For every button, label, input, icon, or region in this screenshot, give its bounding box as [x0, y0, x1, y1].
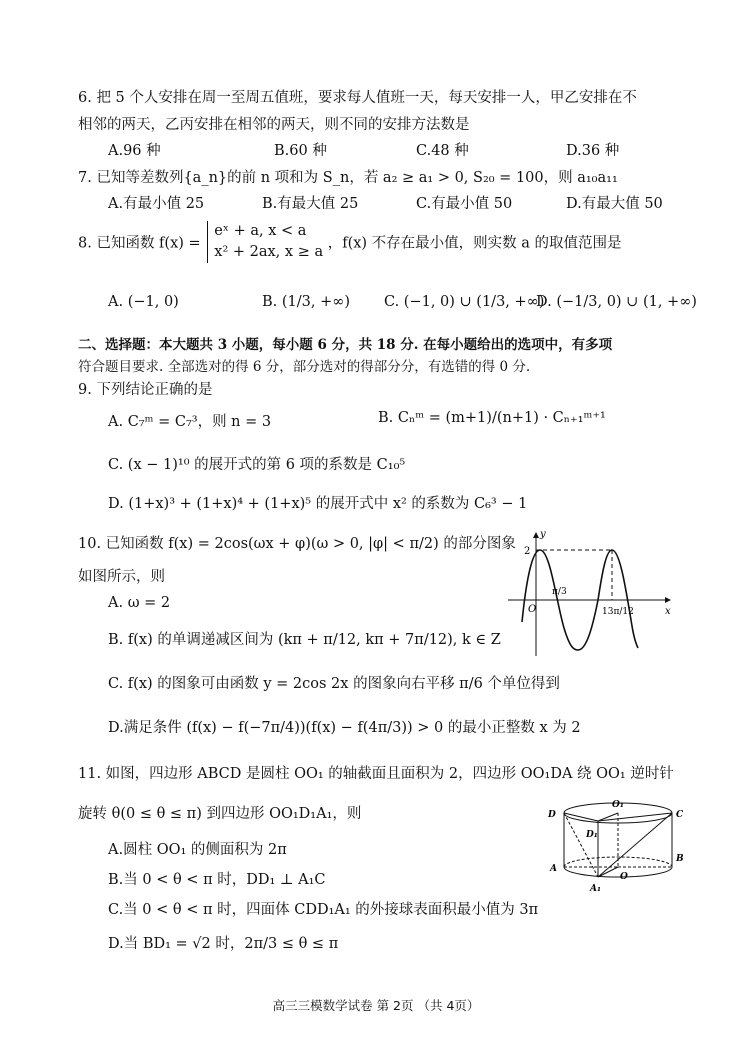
q8-option-a: A. (−1, 0): [108, 294, 179, 310]
graph-mark-pi-3: π/3: [552, 587, 567, 597]
page-footer: 高三三模数学试卷 第 2页 （共 4页）: [272, 998, 480, 1013]
q7-option-d: D.有最大值 50: [566, 196, 663, 212]
section2-line1: 二、选择题：本大题共 3 小题，每小题 6 分，共 18 分. 在每小题给出的选项中，有多项: [78, 337, 613, 353]
graph-max-label: 2: [524, 546, 531, 557]
graph-origin-label: O: [528, 604, 537, 615]
q11-option-c: C.当 0 < θ < π 时，四面体 CDD₁A₁ 的外接球表面积最小值为 3π: [108, 902, 539, 918]
label-o: O: [620, 872, 628, 882]
q7-option-a: A.有最小值 25: [108, 196, 205, 212]
q11-line1: 11. 如图，四边形 ABCD 是圆柱 OO₁ 的轴截面且面积为 2，四边形 OO₁DA 绕 OO₁ 逆时针: [78, 766, 674, 782]
label-d1: D₁: [586, 830, 598, 840]
q11-cylinder-figure: [540, 795, 690, 905]
graph-y-label: y: [540, 530, 546, 540]
q9-stem: 9. 下列结论正确的是: [78, 382, 213, 398]
label-b: B: [676, 854, 684, 864]
q10-option-c: C. f(x) 的图象可由函数 y = 2cos 2x 的图象向右平移 π/6 个单位得到: [108, 676, 560, 692]
q8-case2: x² + 2ax, x ≥ a: [214, 244, 324, 261]
q6-line2: 相邻的两天，乙丙安排在相邻的两天，则不同的安排方法数是: [78, 117, 470, 133]
q8-piecewise: [207, 221, 323, 263]
q10-option-d: D.满足条件 (f(x) − f(−7π/4))(f(x) − f(4π/3)) > 0 的最小正整数 x 为 2: [108, 720, 581, 736]
q8-option-c: C. (−1, 0) ∪ (1/3, +∞): [384, 294, 545, 310]
q7-option-b: B.有最大值 25: [262, 196, 359, 212]
graph-x-label: x: [665, 606, 671, 617]
q7-option-c: C.有最小值 50: [416, 196, 513, 212]
q6-line1: 6. 把 5 个人安排在周一至周五值班，要求每人值班一天，每天安排一人，甲乙安排在不: [78, 90, 637, 106]
y-axis-arrow: [533, 532, 539, 538]
q6-option-c: C.48 种: [416, 143, 469, 159]
q10-option-a: A. ω = 2: [108, 595, 171, 611]
q11-option-a: A.圆柱 OO₁ 的侧面积为 2π: [108, 842, 287, 858]
q8-suffix: ，f(x) 不存在最小值，则实数 a 的取值范围是: [327, 235, 622, 252]
bottom-ellipse-front: [564, 867, 672, 877]
q9-option-d: D. (1+x)³ + (1+x)⁴ + (1+x)⁵ 的展开式中 x² 的系数为 C₆³ − 1: [108, 496, 528, 512]
q10-cosine-graph: [500, 530, 672, 660]
q10-option-b: B. f(x) 的单调递减区间为 (kπ + π/12, kπ + 7π/12), k ∈ Z: [108, 632, 501, 648]
q11-line2: 旋转 θ(0 ≤ θ ≤ π) 到四边形 OO₁D₁A₁，则: [78, 806, 362, 822]
q9-option-c: C. (x − 1)¹⁰ 的展开式的第 6 项的系数是 C₁₀⁵: [108, 457, 406, 473]
q9-option-b: B. Cₙᵐ = (m+1)/(n+1) · Cₙ₊₁ᵐ⁺¹: [378, 410, 606, 426]
q6-option-a: A.96 种: [108, 143, 161, 159]
q8-case1: eˣ + a, x < a: [214, 223, 307, 239]
graph-mark-13pi-12: 13π/12: [602, 607, 634, 617]
label-d: D: [548, 810, 556, 820]
label-a: A: [550, 864, 557, 874]
q8-option-b: B. (1/3, +∞): [262, 294, 350, 310]
q11-option-b: B.当 0 < θ < π 时，DD₁ ⊥ A₁C: [108, 872, 326, 888]
x-axis-arrow: [665, 597, 671, 603]
q11-option-d: D.当 BD₁ = √2 时，2π/3 ≤ θ ≤ π: [108, 936, 339, 952]
q8-stem: [78, 221, 622, 263]
section2-line2: 符合题目要求. 全部选对的得 6 分，部分选对的得部分分，有选错的得 0 分.: [78, 359, 531, 375]
q8-prefix: 8. 已知函数 f(x) =: [78, 235, 201, 252]
q7-stem: 7. 已知等差数列{a_n}的前 n 项和为 S_n，若 a₂ ≥ a₁ > 0, S₂₀ = 100，则 a₁₀a₁₁: [78, 170, 618, 186]
q8-option-d: D. (−1/3, 0) ∪ (1, +∞): [536, 294, 697, 310]
q6-option-d: D.36 种: [566, 143, 620, 159]
q6-option-b: B.60 种: [274, 143, 327, 159]
label-c: C: [676, 810, 684, 820]
q9-option-a: A. C₇ᵐ = C₇³，则 n = 3: [108, 414, 272, 430]
label-o1: O₁: [612, 800, 624, 810]
label-a1: A₁: [590, 884, 601, 894]
q10-line1: 10. 已知函数 f(x) = 2cos(ωx + φ)(ω > 0, |φ| < π/2) 的部分图象: [78, 536, 516, 552]
q10-line2: 如图所示，则: [78, 569, 165, 585]
